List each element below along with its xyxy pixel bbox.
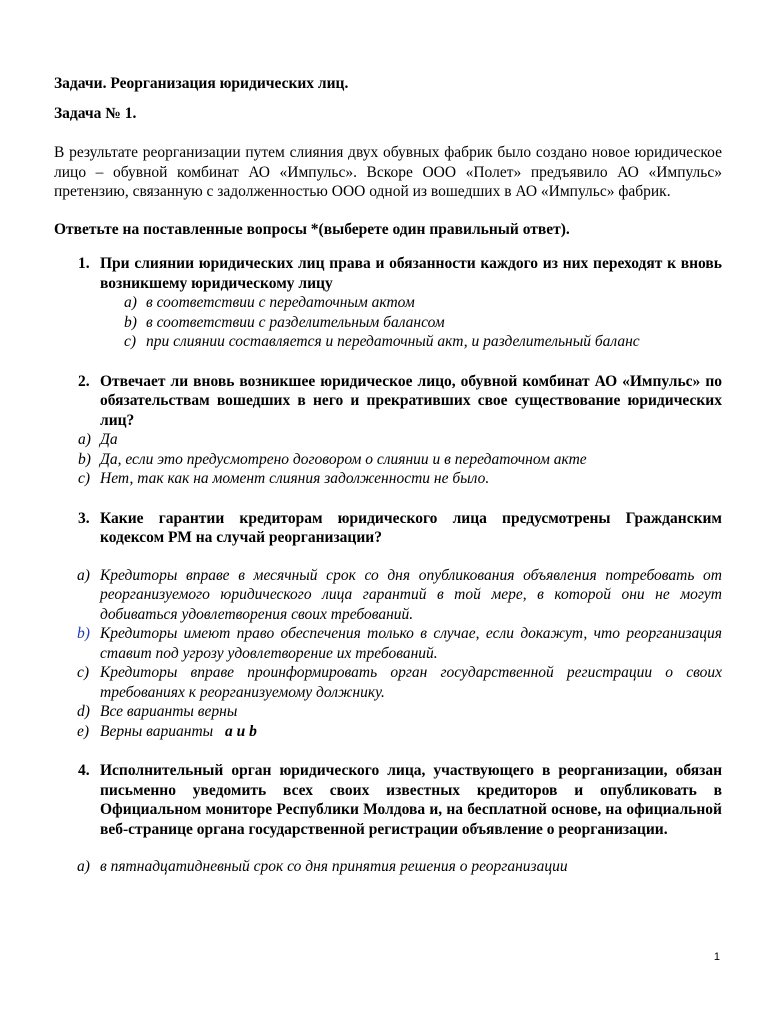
option-label: d) — [77, 703, 90, 720]
question-text: Отвечает ли вновь возникшее юридическое лицо, обувной комбинат АО «Импульс» по обязательствам вошедших в него и прекративших свое существование юридических лиц? — [100, 372, 722, 429]
option-2c — [54, 469, 722, 489]
option-label: b) — [124, 313, 137, 331]
question-1 — [54, 254, 722, 293]
question-text: При слиянии юридических лиц права и обязанности каждого из них переходят к вновь возникшему юридическому лицу — [100, 255, 722, 292]
option-4a — [54, 857, 722, 877]
option-label: c) — [77, 664, 90, 681]
option-label: a) — [78, 431, 91, 448]
option-1c — [54, 332, 722, 352]
option-label: a) — [77, 858, 90, 875]
option-text: при слиянии составляется и передаточный акт, и разделительный баланс — [146, 333, 640, 350]
instruction: Ответьте на поставленные вопросы *(выберете один правильный ответ). — [54, 220, 570, 238]
option-text: Кредиторы вправе в месячный срок со дня опубликования объявления потребовать от реорганизуемого юридического лица гарантий в той мере, в которой они не могут добиваться удовлетворения своих требований. — [100, 566, 722, 623]
option-emphasis: a и b — [225, 722, 257, 740]
option-text: Да, если это предусмотрено договором о слиянии и в передаточном акте — [100, 450, 587, 468]
page-number: 1 — [713, 951, 720, 963]
option-text: в соответствии с передаточным актом — [146, 294, 415, 311]
option-label: a) — [124, 294, 137, 311]
document-page — [54, 74, 722, 877]
option-text: Кредиторы имеют право обеспечения только в случае, если докажут, что реорганизация ставит под угрозу удовлетворение их требований. — [100, 625, 722, 662]
question-text: Какие гарантии кредиторам юридического лица предусмотрены Гражданским кодексом РМ на случай реорганизации? — [100, 509, 722, 546]
option-text: Нет, так как на момент слияния задолженности не было. — [100, 470, 490, 487]
option-3c — [54, 663, 722, 702]
task-heading: Задача № 1. — [54, 104, 137, 122]
question-text: Исполнительный орган юридического лица, участвующего в реорганизации, обязан письменно уведомить всех своих известных кредиторов и опубликовать в Официальном мониторе Республики Молдова и, на бесплатной основе, на официальной веб-странице органа государственной регистрации объявление о реорганизации. — [100, 762, 722, 838]
option-2b — [54, 450, 722, 470]
question-number: 4. — [78, 762, 90, 779]
option-label: a) — [77, 566, 90, 584]
option-text: Кредиторы вправе проинформировать орган государственной регистрации о своих требованиях к реорганизуемому должнику. — [100, 664, 722, 701]
question-4 — [54, 761, 722, 839]
option-label: c) — [78, 470, 91, 487]
option-1b — [54, 313, 722, 333]
option-text: в соответствии с разделительным балансом — [146, 313, 445, 331]
option-3a — [54, 566, 722, 625]
option-text: в пятнадцатидневный срок со дня принятия решения о реорганизации — [100, 858, 568, 875]
question-number: 2. — [78, 372, 90, 390]
option-text: Да — [100, 431, 118, 448]
option-3b — [54, 624, 722, 663]
option-text: Все варианты верны — [100, 703, 238, 720]
question-number: 3. — [78, 509, 90, 527]
option-1a — [54, 293, 722, 313]
option-2a — [54, 430, 722, 450]
option-label: e) — [77, 722, 90, 740]
question-number: 1. — [78, 255, 90, 272]
option-text: Верны варианты — [100, 722, 214, 740]
question-2 — [54, 372, 722, 431]
task-intro: В результате реорганизации путем слияния двух обувных фабрик было создано новое юридическое лицо – обувной комбинат АО «Импульс». Вскоре ООО «Полет» предъявило АО «Импульс» претензию, связанную с задолженностью ООО одной из вошедших в АО «Импульс» фабрик. — [54, 144, 722, 200]
option-3e — [54, 722, 722, 742]
document-title: Задачи. Реорганизация юридических лиц. — [54, 75, 349, 92]
option-label: b) — [78, 450, 91, 468]
option-label: b) — [77, 625, 90, 642]
option-label: c) — [124, 333, 137, 350]
question-3 — [54, 509, 722, 548]
option-3d — [54, 702, 722, 722]
